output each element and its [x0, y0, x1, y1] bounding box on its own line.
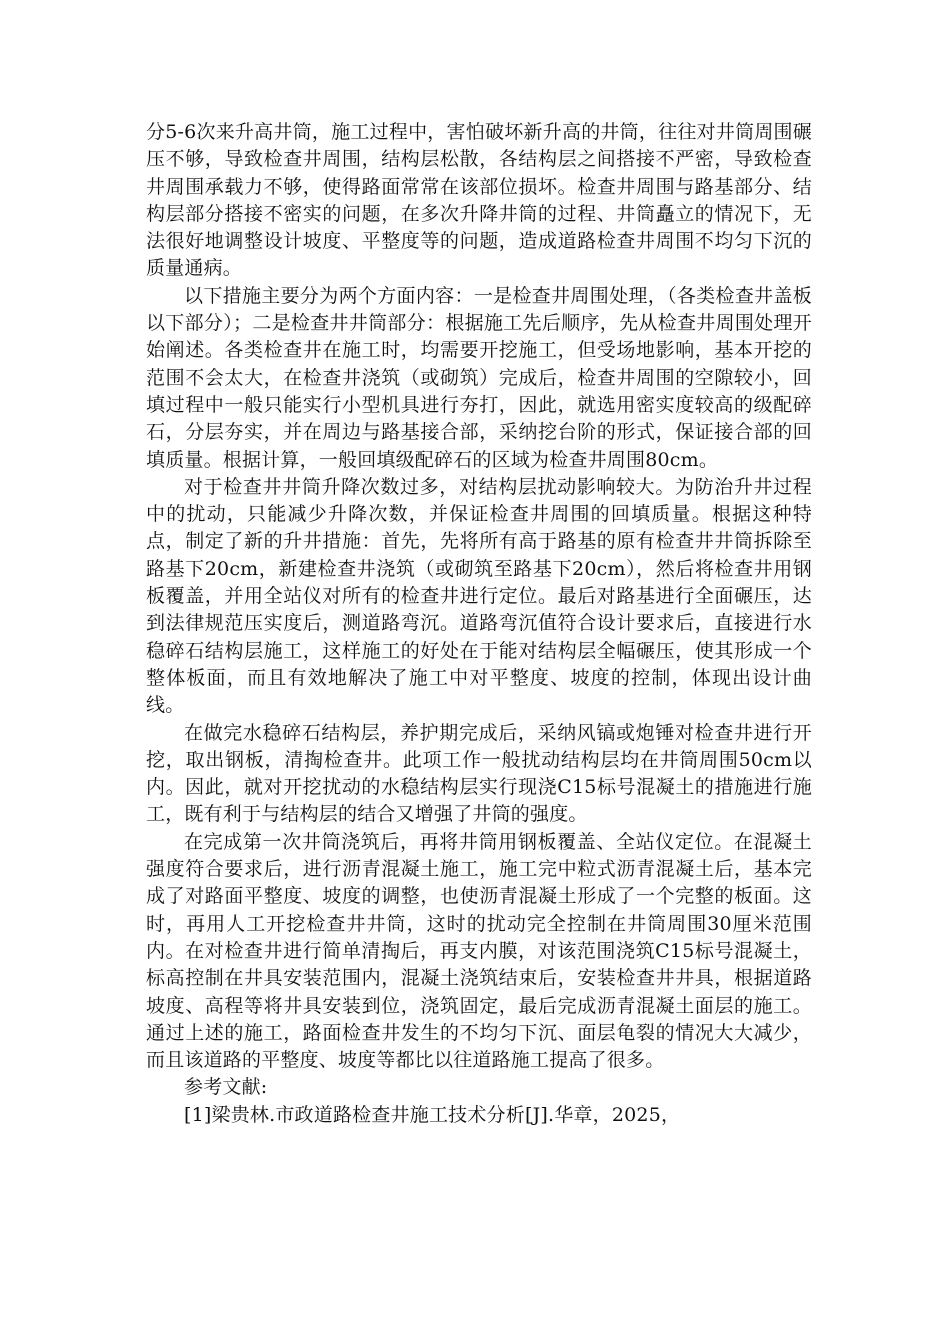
paragraph-asphalt-construction: 在完成第一次井筒浇筑后，再将井筒用钢板覆盖、全站仪定位。在混凝土强度符合要求后，进行沥青混凝土施工，施工完中粒式沥青混凝土后，基本完成了对路面平整度、坡度的调整，也使沥青混凝土形成了一个完整的板面。这时，再用人工开挖检查井井筒，这时的扰动完全控制在井筒周围30厘米范围内。在对检查井进行简单清掏后，再支内膜，对该范围浇筑C15标号混凝土，标高控制在井具安装范围内，混凝土浇筑结束后，安装检查井井具，根据道路坡度、高程等将井具安装到位，浇筑固定，最后完成沥青混凝土面层的施工。通过上述的施工，路面检查井发生的不均匀下沉、面层龟裂的情况大大减少，而且该道路的平整度、坡度等都比以往道路施工提高了很多。: [146, 830, 812, 1072]
reference-item: [1]梁贵林.市政道路检查井施工技术分析[J].华章，2025，: [184, 1103, 681, 1126]
paragraph-stabilized-layer: 在做完水稳碎石结构层，养护期完成后，采纳风镐或炮锤对检查井进行开挖，取出钢板，清掏检查井。此项工作一般扰动结构层均在井筒周围50cm以内。因此，就对开挖扰动的水稳结构层实行现浇C15标号混凝土的措施进行施工，既有利于与结构层的结合又增强了井筒的强度。: [146, 721, 812, 826]
paragraph-lifting-measures: 对于检查井井筒升降次数过多，对结构层扰动影响较大。为防治升井过程中的扰动，只能减少升降次数，并保证检查井周围的回填质量。根据这种特点，制定了新的升井措施：首先，先将所有高于路基的原有检查井井筒拆除至路基下20cm，新建检查井浇筑（或砌筑至路基下20cm），然后将检查井用钢板覆盖，并用全站仪对所有的检查井进行定位。最后对路基进行全面碾压，达到法律规范压实度后，测道路弯沉。道路弯沉值符合设计要求后，直接进行水稳碎石结构层施工，这样施工的好处在于能对结构层全幅碾压，使其形成一个整体板面，而且有效地解决了施工中对平整度、坡度的控制，体现出设计曲线。: [146, 475, 812, 717]
references-heading: 参考文献:: [184, 1076, 268, 1099]
document-body: [146, 119, 812, 1129]
paragraph-measures-intro: 以下措施主要分为两个方面内容：一是检查井周围处理，（各类检查井盖板以下部分）；二是检查井井筒部分：根据施工先后顺序，先从检查井周围处理开始阐述。各类检查井在施工时，均需要开挖施工，但受场地影响，基本开挖的范围不会太大，在检查井浇筑（或砌筑）完成后，检查井周围的空隙较小，回填过程中一般只能实行小型机具进行夯打，因此，就选用密实度较高的级配碎石，分层夯实，并在周边与路基接合部，采纳挖台阶的形式，保证接合部的回填质量。根据计算，一般回填级配碎石的区域为检查井周围80cm。: [146, 284, 812, 471]
paragraph-continuation: 分5-6次来升高井筒，施工过程中，害怕破坏新升高的井筒，往往对井筒周围碾压不够，导致检查井周围，结构层松散，各结构层之间搭接不严密，导致检查井周围承载力不够，使得路面常常在该部位损坏。检查井周围与路基部分、结构层部分搭接不密实的问题，在多次升降井筒的过程、井筒矗立的情况下，无法很好地调整设计坡度、平整度等的问题，造成道路检查井周围不均匀下沉的质量通病。: [146, 121, 812, 280]
